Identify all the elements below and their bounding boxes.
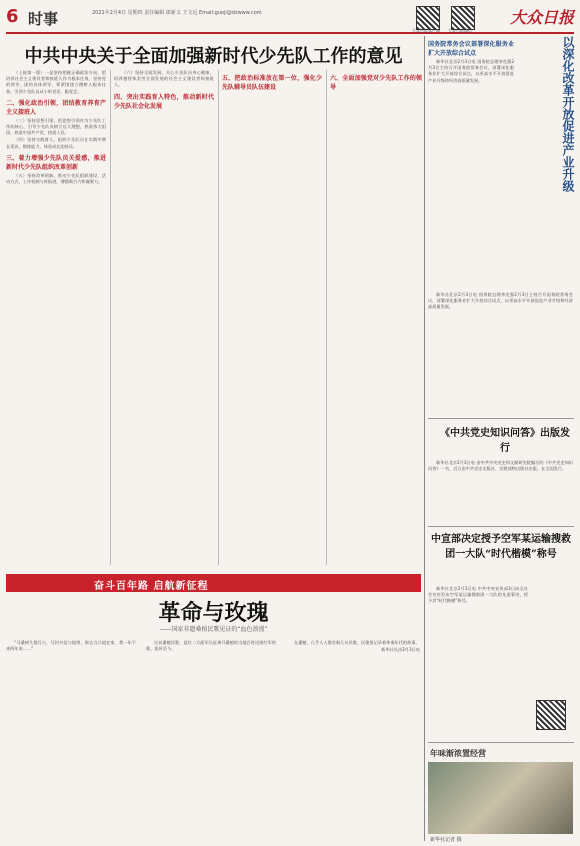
sidebar-divider	[424, 36, 425, 841]
qr-code-icon	[416, 6, 440, 30]
news-photo	[428, 762, 573, 834]
article-paragraph: （四）坚持实践育人。组织少先队员在实践中增长见识，锻炼能力，体验成长的快乐。	[6, 137, 106, 149]
feature-paragraph: 这首桑植民歌，是红二方面军长征离开桑植时当地百姓送别红军的歌，流传至今。	[146, 640, 276, 652]
column-divider	[326, 70, 327, 565]
feature-column-2	[146, 640, 276, 840]
article-subhead: 二、强化政治引领，团结教育养育产主义接班人	[6, 99, 106, 116]
feature-source: 新华社长沙2月3日电	[381, 647, 420, 653]
article-paragraph: （五）坚持改革创新。推动少先队组织建设、活动方式、工作机制与时俱进，增强吸引力和凝聚力。	[6, 172, 106, 185]
sidebar-separator	[428, 526, 574, 527]
article-subhead: 五、把政治标准放在第一位，强化少先队辅导员队伍建设	[222, 75, 322, 91]
article-subhead: 三、着力增强少先队员关爱感，推进新时代少先队组织改革创新	[6, 154, 106, 171]
sidebar-lead-column	[428, 36, 514, 291]
sidebar-separator	[428, 742, 574, 743]
article-paragraph: （三）坚持思想引领。把思想引领作为少先队工作的核心，引导少先队员树立远大理想，热爱伟大祖国，热爱中国共产党，热爱人民。	[6, 117, 106, 136]
sidebar-lead-headline: 以深化改革开放促进产业升级	[561, 36, 575, 192]
main-article-title: 中共中央关于全面加强新时代少先队工作的意见	[24, 46, 403, 67]
feature-column-3	[286, 640, 420, 840]
photo-caption: 年味渐浓置经营	[430, 749, 486, 758]
book-release-column	[428, 460, 573, 520]
qr-right-label: 大众日报微信	[448, 28, 472, 33]
column-divider	[218, 70, 219, 565]
article-column-4	[330, 70, 422, 565]
newspaper-logo: 大众日报	[509, 8, 574, 27]
feature-paragraph: 在桑植，几乎人人都会唱几句民歌，民歌里记录着革命年代的故事。	[294, 640, 420, 645]
article-column-1	[6, 70, 106, 565]
article-intro: （上接第一版）一是坚持把握正确政治方向，把培养社会主义建设者和接班人作为根本任务，坚持党的领导，团的具体领导，紧紧围绕立德树人根本任务，引领少先队员从小听党话、跟党走。	[6, 70, 106, 94]
section-title: 时事	[28, 10, 59, 28]
award-title: 中宣部决定授予空军某运输搜救团一大队“时代楷模”称号	[431, 534, 571, 560]
photo-credit: 新华社记者 摄	[430, 837, 462, 843]
feature-title: 革命与玫瑰	[158, 600, 269, 626]
article-column-3	[222, 70, 322, 565]
article-subhead: 六、全面加强党对少先队工作的领导	[330, 75, 422, 91]
article-paragraph: （六）坚持全面发展。关心少先队员身心健康，培养德智体美劳全面发展的社会主义建设者和接班人。	[114, 70, 214, 88]
book-release-title: 《中共党史知识问答》出版发行	[440, 428, 570, 454]
sidebar-lead-text: 新华社北京2月3日电 国务院总理李克强2月3日主持召开国务院常务会议，部署深化服务业扩大开放综合试点，以更高水平开放促进产业升级和经济高质量发展。	[428, 292, 573, 310]
feature-paragraph: “马桑树儿搭灯台，写封书信与姐带，郎去当兵姐在家，我一年不来两年来……”	[6, 640, 136, 652]
column-divider	[110, 70, 111, 565]
page-header	[6, 4, 574, 34]
page-meta: 2021年2月4日 星期四 责任编辑 郎新义 王文远 Email:guoji@dzwww.com	[92, 10, 262, 16]
qr-left-label: 大众日报客户端	[412, 28, 440, 33]
feature-subtitle: ——国家非遗桑植民歌见证的“血色浪漫”	[159, 626, 268, 633]
article-subhead: 四、突出实践育人特色，推动新时代少先队社会化发展	[114, 93, 214, 110]
book-release-text: 新华社北京2月3日电 由中共中央党史和文献研究院编写的《中共党史知识问答》一书，近日由中共党史出版社、党建读物出版社出版，在全国发行。	[428, 460, 573, 472]
award-column	[428, 586, 528, 736]
feature-column-1	[6, 640, 136, 840]
sidebar-lead-deck: 国务院常务会议部署深化服务业扩大开放综合试点	[428, 41, 514, 57]
sidebar-lead-continued	[428, 292, 573, 412]
sidebar-lead-text: 新华社北京2月3日电 国务院总理李克强2月3日主持召开国务院常务会议，部署深化服务业扩大开放综合试点，以更高水平开放促进产业升级和经济高质量发展。	[428, 59, 514, 83]
sidebar-separator	[428, 418, 574, 419]
qr-code-icon	[451, 6, 475, 30]
award-text: 新华社北京2月3日电 中共中央宣传部3日向全社会宣传发布空军某运输搜救团一大队的先进事迹，授予其“时代楷模”称号。	[428, 586, 528, 604]
article-column-2	[114, 70, 214, 565]
banner-text: 奋斗百年路 启航新征程	[94, 581, 209, 592]
feature-banner	[6, 574, 421, 592]
page-number: 6	[6, 6, 19, 27]
qr-code-icon	[536, 700, 566, 730]
